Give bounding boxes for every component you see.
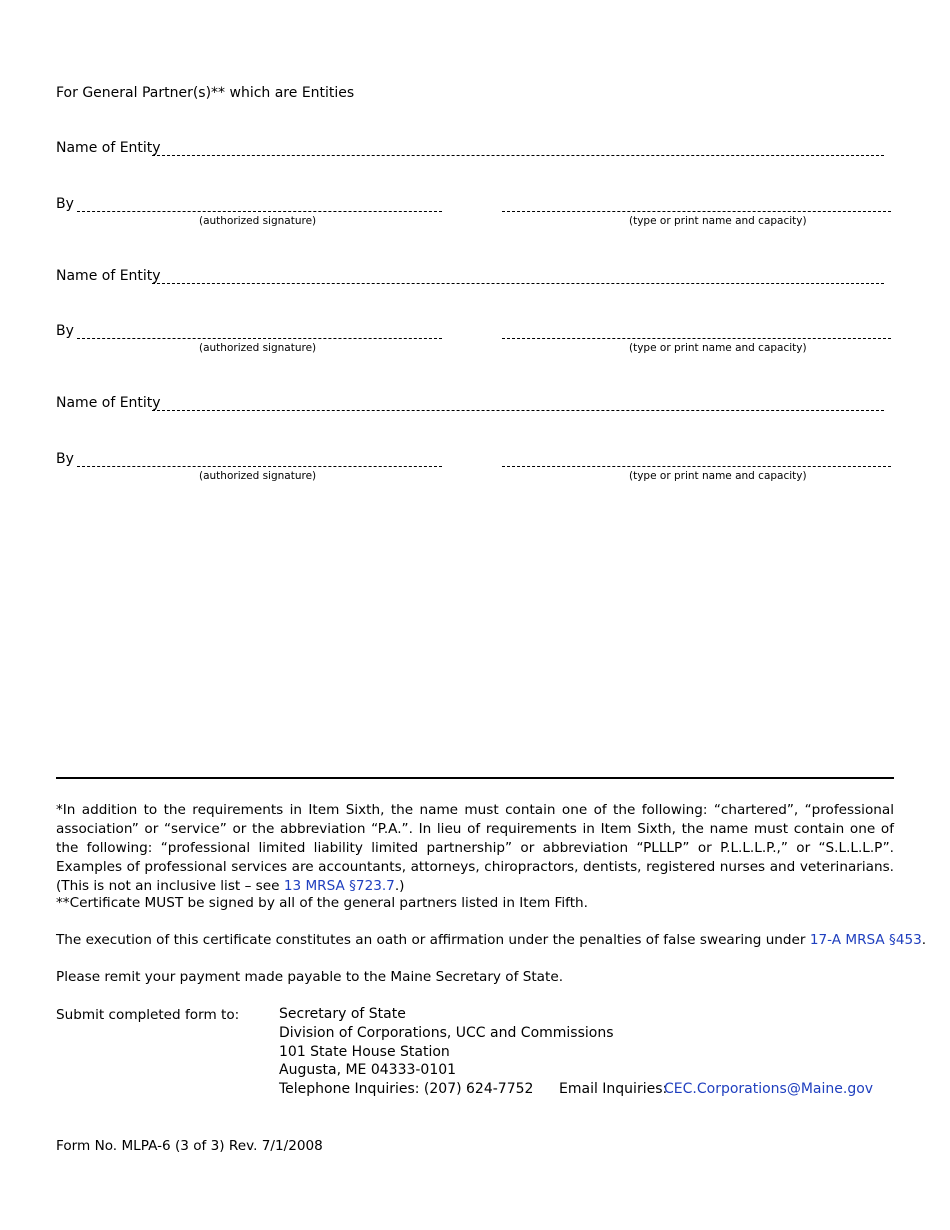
signature-caption-3: (authorized signature) (199, 470, 317, 482)
name-caption-3: (type or print name and capacity) (629, 470, 807, 482)
statute-link-453[interactable]: 17-A MRSA §453 (809, 932, 922, 948)
by-label-1: By (56, 196, 74, 212)
name-caption-2: (type or print name and capacity) (629, 342, 807, 354)
phone-inquiries: Telephone Inquiries: (207) 624-7752 (279, 1081, 534, 1097)
footnote-1-text: *In addition to the requirements in Item Sixth, the name must contain one of the following: “chartered”, “professional association” or “service” or the abbreviation “P.A.”. In lieu of requirements in Item Sixth, the name must contain one of the following: “professional limited liability limited partnership” or abbreviation “PLLLP” or P.L.L.L.P.,” or “S.L.L.L.P”. Examples of professional services are accountants, attorneys, chiropractors, dentists, registered nurses and veterinarians. (This is not an inclusive list – see (56, 802, 894, 894)
name-caption-1: (type or print name and capacity) (629, 215, 807, 227)
footnote-signature-requirement: **Certificate MUST be signed by all of the general partners listed in Item Fifth. (56, 895, 588, 911)
section-divider (56, 777, 894, 779)
entity-name-line-3[interactable] (152, 410, 884, 411)
email-link[interactable]: CEC.Corporations@Maine.gov (664, 1081, 874, 1097)
footnote-professional-names (56, 801, 894, 896)
entity-label-3: Name of Entity (56, 395, 161, 411)
by-label-2: By (56, 323, 74, 339)
authorized-signature-line-2[interactable] (77, 338, 442, 339)
print-name-line-2[interactable] (502, 338, 891, 339)
footnote-oath (56, 932, 926, 948)
entity-name-line-2[interactable] (152, 283, 884, 284)
footnote-3-text: The execution of this certificate constitutes an oath or affirmation under the penalties of false swearing under (56, 932, 810, 948)
address-line-1: Secretary of State (279, 1006, 406, 1022)
section-heading: For General Partner(s)** which are Entities (56, 85, 355, 101)
address-line-4: Augusta, ME 04333-0101 (279, 1062, 457, 1078)
footnote-1-end: .) (394, 878, 405, 894)
footnote-3-end: . (921, 932, 927, 948)
form-number: Form No. MLPA-6 (3 of 3) Rev. 7/1/2008 (56, 1138, 323, 1154)
email-inquiries-label: Email Inquiries: (559, 1081, 668, 1097)
signature-caption-2: (authorized signature) (199, 342, 317, 354)
submit-label: Submit completed form to: (56, 1007, 240, 1023)
entity-label-2: Name of Entity (56, 268, 161, 284)
entity-label-1: Name of Entity (56, 140, 161, 156)
entity-name-line-1[interactable] (152, 155, 884, 156)
by-label-3: By (56, 451, 74, 467)
authorized-signature-line-3[interactable] (77, 466, 442, 467)
authorized-signature-line-1[interactable] (77, 211, 442, 212)
address-line-2: Division of Corporations, UCC and Commissions (279, 1025, 614, 1041)
address-line-3: 101 State House Station (279, 1044, 450, 1060)
statute-link-723[interactable]: 13 MRSA §723.7 (283, 878, 395, 894)
footnote-payment: Please remit your payment made payable to the Maine Secretary of State. (56, 969, 564, 985)
print-name-line-1[interactable] (502, 211, 891, 212)
print-name-line-3[interactable] (502, 466, 891, 467)
signature-caption-1: (authorized signature) (199, 215, 317, 227)
